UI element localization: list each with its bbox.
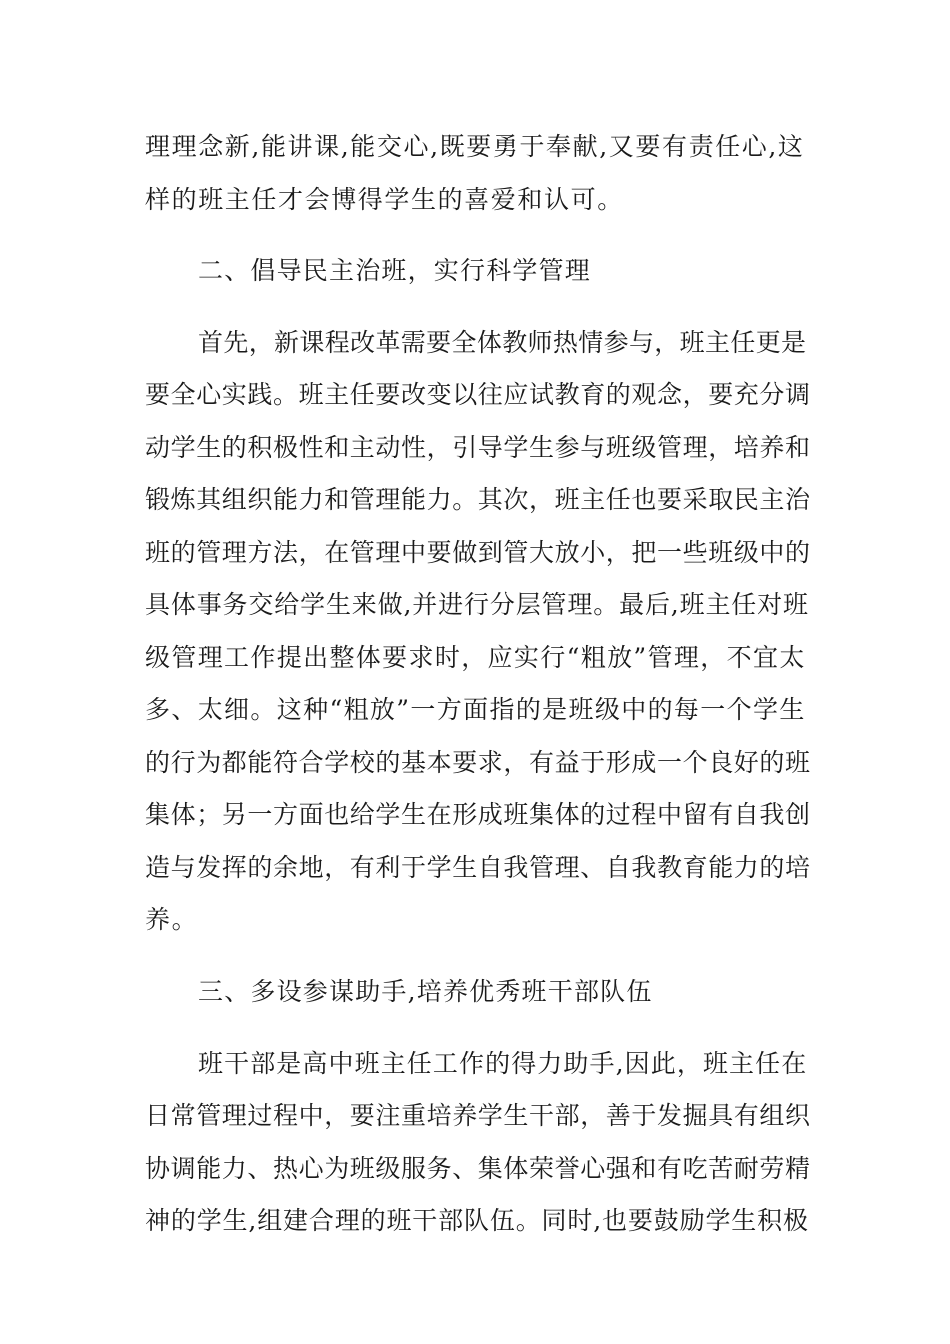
paragraph-line: 理理念新,能讲课,能交心,既要勇于奉献,又要有责任心,这	[145, 132, 805, 161]
paragraph-line: 样的班主任才会博得学生的喜爱和认可。	[145, 185, 624, 214]
paragraph-line: 神的学生,组建合理的班干部队伍。同时,也要鼓励学生积极	[145, 1206, 809, 1235]
paragraph-line: 班干部是高中班主任工作的得力助手,因此，班主任在	[198, 1049, 808, 1078]
paragraph-line: 锻炼其组织能力和管理能力。其次，班主任也要采取民主治	[145, 485, 811, 514]
paragraph-line: 要全心实践。班主任要改变以往应试教育的观念，要充分调	[145, 380, 811, 409]
paragraph-line: 的行为都能符合学校的基本要求，有益于形成一个良好的班	[145, 748, 811, 777]
paragraph-line: 具体事务交给学生来做,并进行分层管理。最后,班主任对班	[145, 590, 809, 619]
section-heading-2: 二、倡导民主治班，实行科学管理	[198, 256, 592, 285]
paragraph-line: 级管理工作提出整体要求时，应实行“粗放”管理，不宜太	[145, 643, 806, 672]
paragraph-line: 多、太细。这种“粗放”一方面指的是班级中的每一个学生	[145, 695, 806, 724]
paragraph-line: 动学生的积极性和主动性，引导学生参与班级管理，培养和	[145, 433, 811, 462]
paragraph-line: 日常管理过程中，要注重培养学生干部，善于发掘具有组织	[145, 1101, 811, 1130]
paragraph-line: 协调能力、热心为班级服务、集体荣誉心强和有吃苦耐劳精	[145, 1154, 811, 1183]
paragraph-line: 首先，新课程改革需要全体教师热情参与，班主任更是	[198, 328, 807, 357]
paragraph-line: 养。	[145, 905, 199, 934]
paragraph-line: 造与发挥的余地，有利于学生自我管理、自我教育能力的培	[145, 853, 811, 882]
paragraph-line: 集体；另一方面也给学生在形成班集体的过程中留有自我创	[145, 800, 811, 829]
paragraph-line: 班的管理方法，在管理中要做到管大放小，把一些班级中的	[145, 538, 811, 567]
section-heading-3: 三、多设参谋助手,培养优秀班干部队伍	[198, 977, 653, 1006]
